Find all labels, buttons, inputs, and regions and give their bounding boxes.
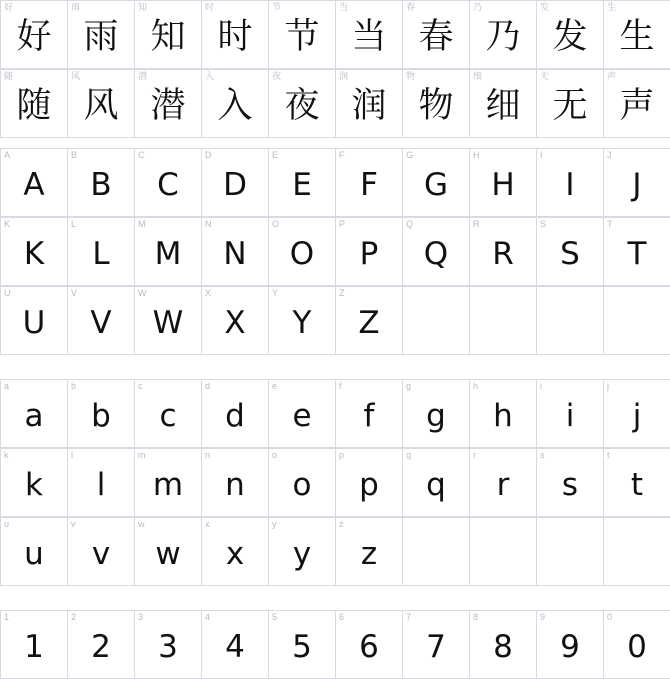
glyph-cell-character: T <box>627 236 647 272</box>
glyph-cell-character: D <box>223 167 247 203</box>
glyph-cell-character: l <box>96 467 106 503</box>
glyph-cell-tag: p <box>339 450 345 460</box>
glyph-cell <box>537 611 604 679</box>
glyph-cell-empty <box>470 287 537 355</box>
glyph-cell-character: 时 <box>217 17 253 57</box>
glyph-cell <box>537 149 604 217</box>
glyph-cell-character: H <box>491 167 515 203</box>
glyph-cell-character: v <box>91 536 111 572</box>
glyph-cell-character: 乃 <box>485 17 521 57</box>
glyph-cell-character: B <box>90 167 112 203</box>
glyph-cell-character: 0 <box>627 629 647 665</box>
glyph-cell-character: L <box>92 236 110 272</box>
glyph-cell-character: o <box>292 467 312 503</box>
glyph-cell-character: n <box>225 467 245 503</box>
glyph-cell-tag: 风 <box>71 71 81 81</box>
glyph-row <box>0 610 670 679</box>
glyph-cell <box>604 149 670 217</box>
glyph-cell-character <box>470 287 536 354</box>
glyph-cell-tag: 3 <box>138 612 144 622</box>
glyph-cell-tag: 润 <box>339 71 349 81</box>
glyph-cell-tag: a <box>4 381 10 391</box>
glyph-cell <box>1 449 68 517</box>
glyph-cell-tag: r <box>473 450 476 460</box>
glyph-cell-tag: 物 <box>406 71 416 81</box>
glyph-cell <box>269 518 336 586</box>
glyph-cell-character: h <box>493 398 513 434</box>
glyph-cell <box>604 1 670 69</box>
glyph-cell-tag: V <box>71 288 78 298</box>
glyph-cell <box>537 1 604 69</box>
glyph-cell-tag: 2 <box>71 612 77 622</box>
glyph-cell-tag: t <box>607 450 610 460</box>
glyph-cell <box>470 611 537 679</box>
glyph-cell <box>336 380 403 448</box>
glyph-cell-tag: 5 <box>272 612 278 622</box>
glyph-cell <box>269 287 336 355</box>
glyph-cell-tag: u <box>4 519 10 529</box>
glyph-row <box>0 0 670 69</box>
glyph-cell <box>1 149 68 217</box>
glyph-cell <box>1 518 68 586</box>
glyph-cell <box>604 218 670 286</box>
glyph-cell-character: 发 <box>552 17 588 57</box>
glyph-cell <box>403 1 470 69</box>
glyph-cell-character: 细 <box>485 86 521 126</box>
glyph-cell-tag: 1 <box>4 612 10 622</box>
glyph-cell-tag: 6 <box>339 612 345 622</box>
glyph-cell <box>202 518 269 586</box>
glyph-cell-character: W <box>152 305 184 341</box>
glyph-cell-tag: m <box>138 450 146 460</box>
glyph-cell-tag: c <box>138 381 143 391</box>
glyph-cell <box>135 70 202 138</box>
glyph-cell <box>336 1 403 69</box>
glyph-cell-tag: f <box>339 381 342 391</box>
glyph-cell-character: 生 <box>619 17 655 57</box>
glyph-cell-tag: 生 <box>607 2 617 12</box>
glyph-cell-character: 8 <box>493 629 513 665</box>
glyph-cell <box>68 611 135 679</box>
glyph-cell-tag: 潜 <box>138 71 148 81</box>
glyph-cell-character: a <box>24 398 44 434</box>
glyph-cell <box>68 70 135 138</box>
glyph-cell-tag: o <box>272 450 278 460</box>
glyph-cell-tag: 夜 <box>272 71 282 81</box>
glyph-cell-tag: 时 <box>205 2 215 12</box>
glyph-cell <box>269 1 336 69</box>
glyph-cell <box>135 449 202 517</box>
glyph-cell-character: 好 <box>16 17 52 57</box>
glyph-cell-character <box>604 518 670 585</box>
glyph-cell-character: 1 <box>24 629 44 665</box>
glyph-cell-tag: 好 <box>4 2 14 12</box>
glyph-cell <box>202 1 269 69</box>
glyph-cell-character: F <box>360 167 378 203</box>
glyph-cell-tag: C <box>138 150 145 160</box>
glyph-cell-character: m <box>152 467 184 503</box>
glyph-cell <box>202 611 269 679</box>
glyph-cell-character: V <box>90 305 112 341</box>
glyph-cell-character: r <box>496 467 510 503</box>
glyph-cell-tag: g <box>406 381 412 391</box>
glyph-cell <box>202 380 269 448</box>
glyph-cell <box>202 149 269 217</box>
glyph-cell <box>135 518 202 586</box>
glyph-cell-tag: U <box>4 288 11 298</box>
glyph-cell-tag: 4 <box>205 612 211 622</box>
glyph-cell-character: C <box>157 167 179 203</box>
glyph-cell-tag: 发 <box>540 2 550 12</box>
glyph-cell-character <box>604 287 670 354</box>
glyph-cell-character: O <box>289 236 315 272</box>
glyph-cell-character: Z <box>358 305 380 341</box>
glyph-cell-tag: n <box>205 450 211 460</box>
glyph-cell <box>135 611 202 679</box>
glyph-cell-character: 潜 <box>150 86 186 126</box>
glyph-cell <box>202 287 269 355</box>
glyph-cell <box>403 380 470 448</box>
glyph-cell-character: G <box>423 167 449 203</box>
glyph-cell-tag: 节 <box>272 2 282 12</box>
glyph-cell-tag: Q <box>406 219 414 229</box>
glyph-cell-character: M <box>154 236 182 272</box>
glyph-cell-tag: 乃 <box>473 2 483 12</box>
glyph-cell-tag: i <box>540 381 542 391</box>
glyph-cell-tag: 细 <box>473 71 483 81</box>
glyph-cell-character: I <box>565 167 575 203</box>
glyph-cell-tag: L <box>71 219 77 229</box>
glyph-cell <box>604 611 670 679</box>
glyph-cell-tag: 无 <box>540 71 550 81</box>
glyph-cell-character <box>403 518 469 585</box>
glyph-cell-empty <box>604 518 670 586</box>
glyph-row <box>0 69 670 138</box>
glyph-cell-tag: y <box>272 519 277 529</box>
glyph-cell <box>470 380 537 448</box>
glyph-cell <box>269 380 336 448</box>
glyph-cell-tag: Y <box>272 288 279 298</box>
glyph-cell-character: 9 <box>560 629 580 665</box>
glyph-cell-tag: W <box>138 288 147 298</box>
glyph-cell <box>135 287 202 355</box>
glyph-cell-character: A <box>23 167 45 203</box>
glyph-cell <box>68 1 135 69</box>
glyph-cell-character: 风 <box>83 86 119 126</box>
glyph-cell-character: 无 <box>552 86 588 126</box>
glyph-cell-character: N <box>223 236 247 272</box>
glyph-cell <box>470 70 537 138</box>
glyph-block-uppercase-latin <box>0 148 670 355</box>
glyph-cell-tag: 8 <box>473 612 479 622</box>
glyph-cell-tag: N <box>205 219 212 229</box>
glyph-block-lowercase-latin <box>0 379 670 586</box>
glyph-cell-character: Q <box>423 236 449 272</box>
glyph-cell <box>403 611 470 679</box>
glyph-cell <box>604 70 670 138</box>
glyph-cell <box>470 1 537 69</box>
glyph-cell-character: g <box>426 398 446 434</box>
glyph-cell-tag: S <box>540 219 547 229</box>
glyph-cell-tag: J <box>607 150 612 160</box>
glyph-cell-tag: v <box>71 519 76 529</box>
glyph-cell-tag: j <box>607 381 609 391</box>
glyph-cell-character: z <box>360 536 378 572</box>
glyph-cell-character: w <box>155 536 181 572</box>
glyph-cell-tag: F <box>339 150 345 160</box>
glyph-cell-tag: P <box>339 219 346 229</box>
glyph-cell-tag: G <box>406 150 414 160</box>
glyph-cell-character: b <box>91 398 111 434</box>
glyph-cell <box>403 449 470 517</box>
glyph-cell-tag: e <box>272 381 278 391</box>
glyph-cell-character: E <box>292 167 312 203</box>
glyph-cell-tag: 当 <box>339 2 349 12</box>
glyph-row <box>0 379 670 448</box>
glyph-row <box>0 517 670 586</box>
glyph-cell-character: 物 <box>418 86 454 126</box>
glyph-cell <box>336 518 403 586</box>
glyph-cell-character: 当 <box>351 17 387 57</box>
glyph-cell-tag: T <box>607 219 613 229</box>
glyph-cell-tag: z <box>339 519 344 529</box>
glyph-cell <box>537 218 604 286</box>
glyph-cell-character: y <box>292 536 312 572</box>
glyph-cell-character <box>470 518 536 585</box>
glyph-cell-tag: 入 <box>205 71 215 81</box>
glyph-cell-tag: 9 <box>540 612 546 622</box>
glyph-cell-tag: d <box>205 381 211 391</box>
glyph-cell <box>68 518 135 586</box>
glyph-cell-character: K <box>23 236 45 272</box>
glyph-cell-character: 4 <box>225 629 245 665</box>
glyph-cell-empty <box>604 287 670 355</box>
glyph-cell-character: f <box>363 398 375 434</box>
glyph-cell-character: J <box>632 167 642 203</box>
glyph-cell-character: S <box>560 236 580 272</box>
glyph-cell-tag: K <box>4 219 11 229</box>
glyph-cell-character: 3 <box>158 629 178 665</box>
glyph-cell <box>470 149 537 217</box>
glyph-cell-tag: s <box>540 450 545 460</box>
glyph-cell-character: 7 <box>426 629 446 665</box>
glyph-cell-character: X <box>224 305 246 341</box>
glyph-cell-tag: l <box>71 450 73 460</box>
glyph-cell-character: s <box>561 467 579 503</box>
glyph-cell-tag: 知 <box>138 2 148 12</box>
glyph-cell-tag: Z <box>339 288 345 298</box>
glyph-cell-character: 5 <box>292 629 312 665</box>
glyph-cell-character: U <box>22 305 46 341</box>
glyph-cell <box>1 380 68 448</box>
glyph-cell-character: q <box>426 467 446 503</box>
glyph-cell <box>68 149 135 217</box>
glyph-cell-tag: b <box>71 381 77 391</box>
glyph-cell <box>470 449 537 517</box>
glyph-cell <box>135 1 202 69</box>
glyph-cell-tag: 随 <box>4 71 14 81</box>
glyph-cell <box>604 449 670 517</box>
glyph-cell-character: c <box>159 398 177 434</box>
glyph-cell <box>269 611 336 679</box>
glyph-cell-empty <box>537 287 604 355</box>
glyph-cell-character: 知 <box>150 17 186 57</box>
glyph-cell-character: p <box>359 467 379 503</box>
glyph-cell-tag: I <box>540 150 543 160</box>
glyph-cell-empty <box>403 518 470 586</box>
glyph-cell-character: u <box>24 536 44 572</box>
glyph-cell-character <box>403 287 469 354</box>
glyph-block-digits <box>0 610 670 679</box>
glyph-cell <box>202 218 269 286</box>
glyph-cell <box>202 70 269 138</box>
glyph-cell <box>336 287 403 355</box>
glyph-cell-character: 6 <box>359 629 379 665</box>
glyph-cell-character <box>537 518 603 585</box>
glyph-cell <box>470 218 537 286</box>
glyph-cell-character: t <box>630 467 644 503</box>
glyph-cell <box>68 218 135 286</box>
glyph-cell-character: k <box>25 467 43 503</box>
glyph-cell-tag: 0 <box>607 612 613 622</box>
glyph-cell-tag: 声 <box>607 71 617 81</box>
glyph-cell <box>135 218 202 286</box>
glyph-cell-tag: B <box>71 150 78 160</box>
glyph-cell-tag: M <box>138 219 146 229</box>
glyph-cell-character: 润 <box>351 86 387 126</box>
glyph-cell <box>269 149 336 217</box>
glyph-cell <box>604 380 670 448</box>
glyph-cell <box>202 449 269 517</box>
glyph-cell-tag: 7 <box>406 612 412 622</box>
glyph-cell-tag: E <box>272 150 279 160</box>
glyph-cell-character: 春 <box>418 17 454 57</box>
glyph-cell-character: 节 <box>284 17 320 57</box>
glyph-cell-character: e <box>292 398 312 434</box>
glyph-cell <box>68 380 135 448</box>
glyph-cell-tag: h <box>473 381 479 391</box>
glyph-cell <box>1 70 68 138</box>
glyph-cell-tag: R <box>473 219 480 229</box>
glyph-cell-character: x <box>225 536 245 572</box>
glyph-cell-character: 夜 <box>284 86 320 126</box>
glyph-row <box>0 217 670 286</box>
glyph-cell-character: R <box>492 236 514 272</box>
glyph-cell-character: i <box>565 398 575 434</box>
glyph-cell-tag: k <box>4 450 9 460</box>
glyph-cell <box>68 449 135 517</box>
glyph-cell-character: d <box>225 398 245 434</box>
glyph-cell-character: 2 <box>91 629 111 665</box>
glyph-cell-tag: O <box>272 219 280 229</box>
glyph-cell <box>336 611 403 679</box>
glyph-cell-empty <box>403 287 470 355</box>
glyph-cell <box>336 218 403 286</box>
glyph-cell <box>135 380 202 448</box>
glyph-cell <box>537 449 604 517</box>
glyph-cell <box>336 149 403 217</box>
glyph-cell <box>68 287 135 355</box>
glyph-cell <box>135 149 202 217</box>
glyph-cell <box>1 287 68 355</box>
glyph-row <box>0 448 670 517</box>
glyph-cell-empty <box>470 518 537 586</box>
glyph-cell-tag: X <box>205 288 212 298</box>
glyph-cell <box>537 380 604 448</box>
glyph-cell <box>336 449 403 517</box>
glyph-cell-tag: H <box>473 150 480 160</box>
glyph-cell <box>269 218 336 286</box>
glyph-cell-tag: x <box>205 519 210 529</box>
glyph-cell <box>403 70 470 138</box>
glyph-cell-character: 入 <box>217 86 253 126</box>
glyph-cell-tag: 春 <box>406 2 416 12</box>
glyph-cell-character: P <box>359 236 379 272</box>
glyph-cell <box>403 218 470 286</box>
glyph-cell-tag: 雨 <box>71 2 81 12</box>
glyph-cell <box>1 218 68 286</box>
glyph-cell-tag: D <box>205 150 212 160</box>
glyph-block-han-characters <box>0 0 670 138</box>
glyph-cell-empty <box>537 518 604 586</box>
glyph-cell <box>336 70 403 138</box>
glyph-cell-tag: q <box>406 450 412 460</box>
glyph-cell <box>269 70 336 138</box>
glyph-row <box>0 286 670 355</box>
glyph-cell-tag: w <box>138 519 145 529</box>
glyph-cell <box>269 449 336 517</box>
glyph-cell-character: 雨 <box>83 17 119 57</box>
glyph-cell-tag: A <box>4 150 11 160</box>
glyph-cell-character: 随 <box>16 86 52 126</box>
glyph-cell <box>537 70 604 138</box>
glyph-cell-character: Y <box>292 305 312 341</box>
glyph-cell <box>403 149 470 217</box>
glyph-cell-character: 声 <box>619 86 655 126</box>
glyph-cell <box>1 611 68 679</box>
glyph-row <box>0 148 670 217</box>
glyph-cell-character <box>537 287 603 354</box>
glyph-cell <box>1 1 68 69</box>
glyph-cell-character: j <box>632 398 642 434</box>
